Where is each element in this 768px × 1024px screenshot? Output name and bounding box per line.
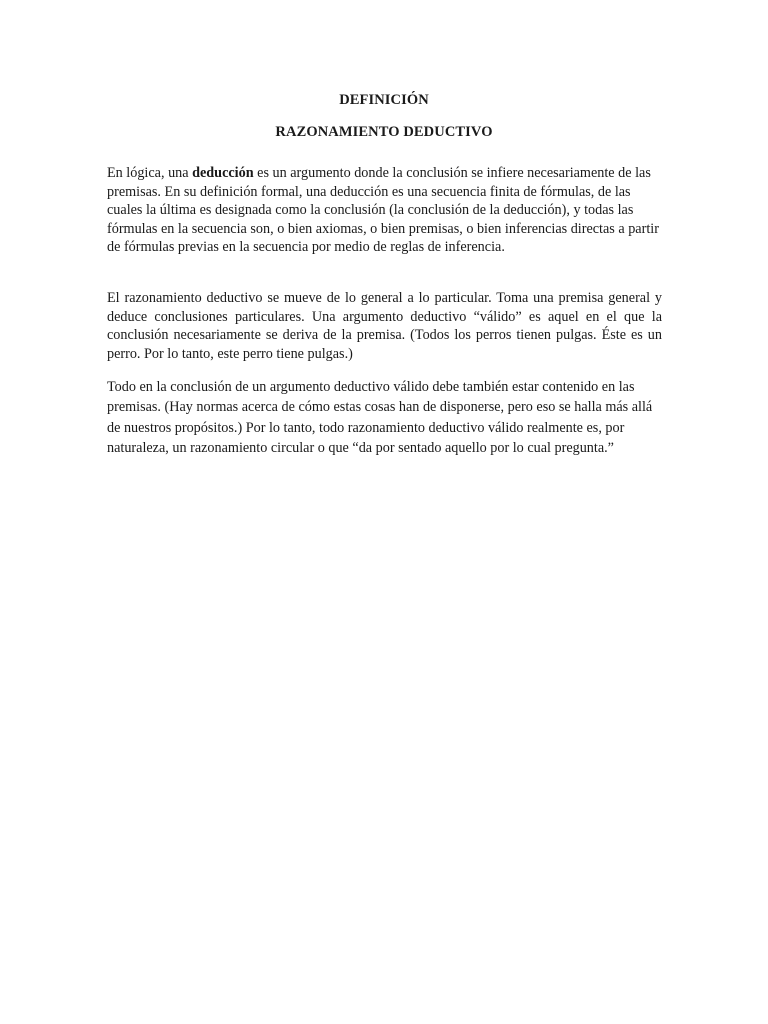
keyword-deduccion: deducción: [192, 165, 254, 181]
page-title: DEFINICIÓN: [339, 92, 429, 108]
paragraph-general-to-particular: El razonamiento deductivo se mueve de lo general a lo particular. Toma una premisa general y deduce conclusiones particulares. Una argumento deductivo “válido” es aquel en el que la conclusión necesariamente se deriva de la premisa. (Todos los perros tienen pulgas. Éste es un perro. Por lo tanto, este perro tiene pulgas.): [107, 290, 662, 362]
paragraph-definition-lead: En lógica, una: [107, 165, 193, 181]
paragraph-circular-reasoning: Todo en la conclusión de un argumento deductivo válido debe también estar contenido en las premisas. (Hay normas acerca de cómo estas cosas han de disponerse, pero eso se halla más allá de nuestros propósitos.) Por lo tanto, todo razonamiento deductivo válido realmente es, por naturaleza, un razonamiento circular o que “da por sentado aquello por lo cual pregunta.”: [107, 379, 653, 457]
paragraph-definition-rest: es un argumento donde la conclusión se infiere necesariamente de las premisas. En su definición formal, una deducción es una secuencia finita de fórmulas, de las cuales la última es designada como la conclusión (la conclusión de la deducción), y todas las fórmulas en la secuencia son, o bien axiomas, o bien premisas, o bien inferencias directas a partir de fórmulas previas en la secuencia por medio de reglas de inferencia.: [107, 165, 659, 256]
paragraph-definition: [107, 164, 662, 257]
section-heading: RAZONAMIENTO DEDUCTIVO: [275, 124, 493, 140]
